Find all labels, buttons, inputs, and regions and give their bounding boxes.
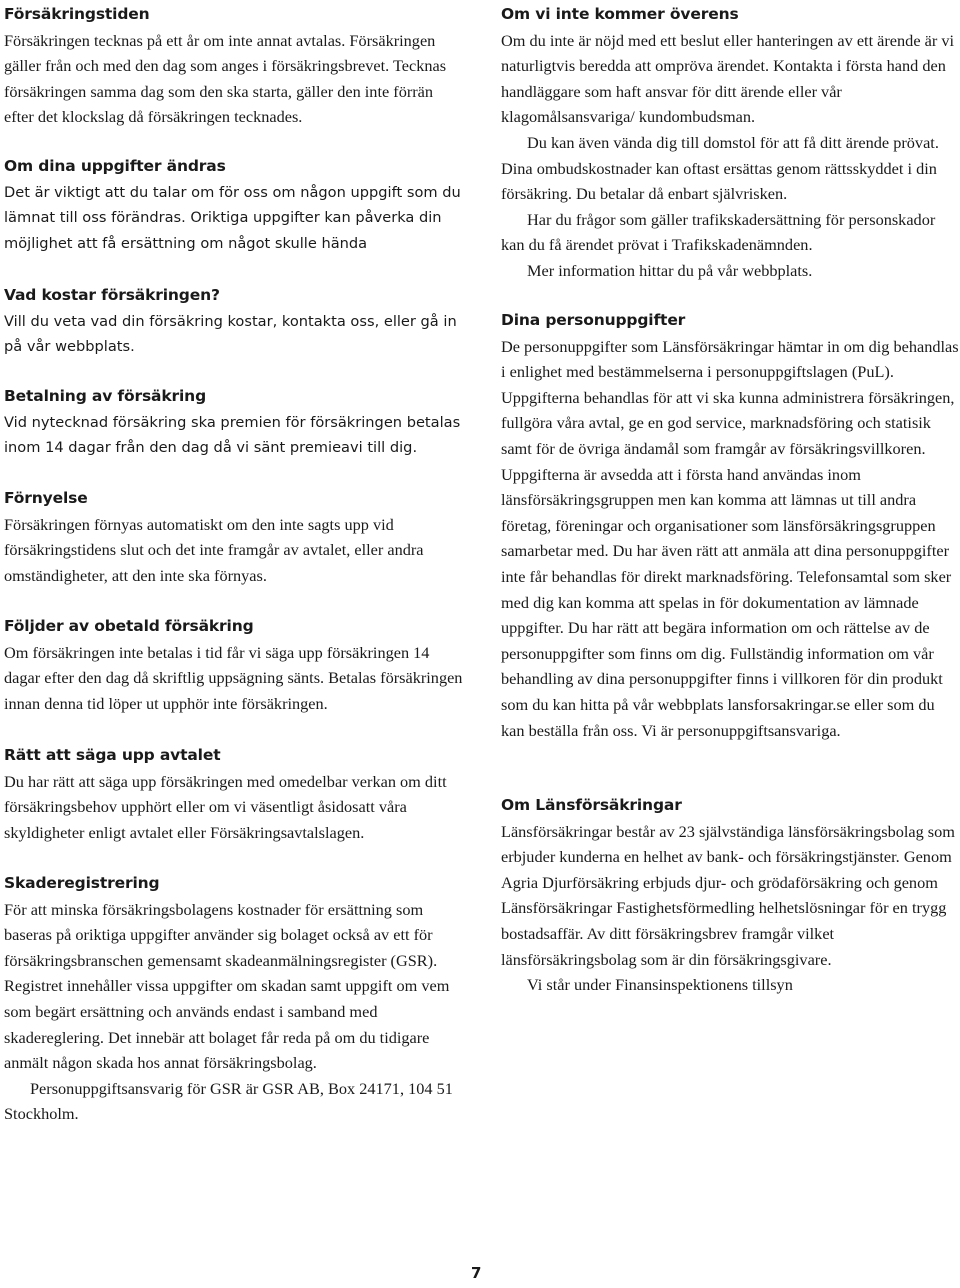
heading-forsakringstiden: Försäkringstiden: [4, 5, 150, 23]
section-kostnad: [4, 283, 464, 360]
section-fornyelse: [4, 486, 464, 588]
body-uppsagning: Du har rätt att säga upp försäkringen med omedelbar verkan om ditt försäkringsbehov upphört eller om vi väsentligt åsidosatt våra skyldigheter enligt avtalet eller Försäkringsavtalslagen.: [4, 771, 447, 842]
body-overens-domstol: Du kan även vända dig till domstol för att få ditt ärende prövat. Dina ombudskostnader kan oftast ersättas genom rättsskyddet i din försäkring. Du betalar då enbart självrisken.: [501, 132, 939, 204]
body-overens-trafik: Har du frågor som gäller trafikskadersättning för personskador kan du få ärendet prövat i Trafikskadenämnden.: [501, 209, 936, 255]
body-overens: Om du inte är nöjd med ett beslut eller hanteringen av ett ärende är vi naturligtvis beredda att ompröva ärendet. Kontakta i första hand den handläggare som haft ansvar för ditt ärende eller vår klagomålsansvariga/ kundombudsman.: [501, 30, 954, 127]
heading-kostnad: Vad kostar försäkringen?: [4, 286, 220, 304]
heading-om-lansforsakringar: Om Länsförsäkringar: [501, 796, 682, 814]
heading-obetald: Följder av obetald försäkring: [4, 617, 254, 635]
heading-uppgifter: Om dina uppgifter ändras: [4, 157, 226, 175]
body-om-lansforsakringar-tillsyn: Vi står under Finansinspektionens tillsyn: [527, 975, 793, 995]
body-skaderegistrering: För att minska försäkringsbolagens kostnader för ersättning som baseras på oriktiga uppgifter använder sig bolaget också av ett för försäkringsbranschen gemensamt skadeanmälningsregister (GSR). Registret innehåller vissa uppgifter om skadan samt uppgift om vem som begärt ersättning och används endast i samband med skadereglering. Det innebär att bolaget får reda på om du tidigare anmält någon skada hos annat försäkringsbolag.: [4, 899, 450, 1073]
heading-fornyelse: Förnyelse: [4, 489, 88, 507]
body-personuppgifter: De personuppgifter som Länsförsäkringar hämtar in om dig behandlas i enlighet med bestämmelserna i personuppgiftslagen (PuL). Uppgifterna behandlas för att vi ska kunna administrera försäkringen, fullgöra våra avtal, ge en god service, marknadsföring och statisik samt för de övriga ändamål som framgår av försäkringsvillkoren. Uppgifterna är avsedda att i första hand användas inom länsförsäkringsgruppen men kan komma att lämnas ut till andra företag, föreningar och organisationer som länsförsäkringsgruppen samarbetar med. Du har även rätt att anmäla att dina personuppgifter inte får behandlas för direkt marknadsföring. Telefonsamtal som sker med dig kan komma att spelas in för dokumentation av lämnade uppgifter. Du har rätt att begära information om och rättelse av de personuppgifter som finns om dig. Fullständig information om vår behandling av dina personuppgifter finns i villkoren för din produkt som du kan hitta på vår webbplats lansforsakringar.se eller som du kan beställa från oss. Vi är personuppgiftsansvariga.: [501, 336, 959, 740]
section-forsakringstiden: [4, 2, 464, 130]
page-number: 7: [471, 1264, 482, 1282]
heading-betalning: Betalning av försäkring: [4, 387, 207, 405]
section-personuppgifter: [501, 308, 960, 743]
section-overens: [501, 2, 960, 284]
body-betalning: Vid nytecknad försäkring ska premien för försäkringen betalas inom 14 dagar från den dag då vi sänt premieavi till dig.: [4, 413, 461, 457]
body-fornyelse: Försäkringen förnyas automatiskt om den inte sagts upp vid försäkringstidens slut och det inte framgår av avtalet, eller andra omständigheter, att den inte ska förnyas.: [4, 514, 424, 585]
body-skaderegistrering-gsr: Personuppgiftsansvarig för GSR är GSR AB, Box 24171, 104 51 Stockholm.: [4, 1078, 453, 1124]
heading-skaderegistrering: Skaderegistrering: [4, 874, 160, 892]
body-forsakringstiden: Försäkringen tecknas på ett år om inte annat avtalas. Försäkringen gäller från och med den dag som anges i försäkringsbrevet. Tecknas försäkringen samma dag som den ska starta, gäller den inte förrän efter det klockslag då försäkringen tecknades.: [4, 30, 447, 127]
section-uppgifter: [4, 154, 464, 256]
section-skaderegistrering: [4, 871, 464, 1127]
body-overens-info: Mer information hittar du på vår webbplats.: [527, 260, 813, 280]
section-om-lansforsakringar: [501, 793, 960, 998]
body-kostnad: Vill du veta vad din försäkring kostar, kontakta oss, eller gå in på vår webbplats.: [4, 312, 457, 356]
heading-overens: Om vi inte kommer överens: [501, 5, 739, 23]
section-uppsagning: [4, 743, 464, 845]
section-obetald: [4, 614, 464, 716]
section-betalning: [4, 384, 464, 461]
body-om-lansforsakringar: Länsförsäkringar består av 23 självständiga länsförsäkringsbolag som erbjuder kunderna en helhet av bank- och försäkringstjänster. Genom Agria Djurförsäkring erbjuds djur- och grödaförsäkring och genom Länsförsäkringar Fastighetsförmedling helhetslösningar för en trygg bostadsaffär. Av ditt försäkringsbrev framgår vilket länsförsäkringsbolag som är din försäkringsgivare.: [501, 821, 955, 969]
body-uppgifter: Det är viktigt att du talar om för oss om någon uppgift som du lämnat till oss förändras. Oriktiga uppgifter kan påverka din möjlighet att få ersättning om något skulle hända: [4, 183, 461, 252]
heading-personuppgifter: Dina personuppgifter: [501, 311, 686, 329]
body-obetald: Om försäkringen inte betalas i tid får vi säga upp försäkringen 14 dagar efter den dag då skriftlig uppsägning sänts. Betalas försäkringen innan denna tid löper ut upphör inte försäkringen.: [4, 642, 463, 713]
heading-uppsagning: Rätt att säga upp avtalet: [4, 746, 221, 764]
